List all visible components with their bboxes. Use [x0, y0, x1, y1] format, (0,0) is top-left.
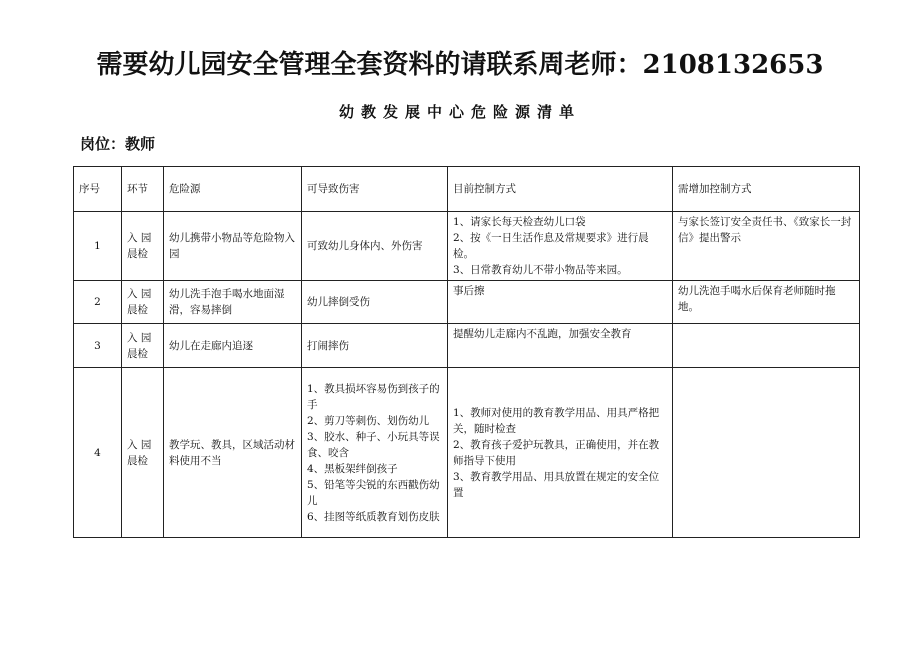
cell-hazard: 幼儿洗手泡手喝水地面湿滑，容易摔倒 — [164, 281, 302, 324]
cell-hazard: 教学玩、教具，区域活动材料使用不当 — [164, 368, 302, 538]
cell-current-control: 提醒幼儿走廊内不乱跑，加强安全教育 — [448, 324, 673, 368]
cell-injury: 打闹摔伤 — [302, 324, 448, 368]
cell-injury: 1、教具损坏容易伤到孩子的手 2、剪刀等刺伤、划伤幼儿 3、胶水、种子、小玩具等误食、咬含 4、黑板架绊倒孩子 5、铅笔等尖锐的东西戳伤幼儿 6、挂图等纸质教育划伤皮肤 — [302, 368, 448, 538]
header-no: 序号 — [74, 167, 122, 212]
table-row — [74, 368, 860, 538]
table-header-row — [74, 167, 860, 212]
cell-additional-control: 与家长签订安全责任书、《致家长一封信》提出警示 — [673, 212, 860, 281]
table-row — [74, 281, 860, 324]
header-injury: 可导致伤害 — [302, 167, 448, 212]
cell-no: 1 — [74, 212, 122, 281]
cell-injury: 幼儿摔倒受伤 — [302, 281, 448, 324]
cell-current-control: 事后擦 — [448, 281, 673, 324]
cell-additional-control: 幼儿洗泡手喝水后保育老师随时拖地。 — [673, 281, 860, 324]
cell-additional-control — [673, 324, 860, 368]
cell-stage: 入 园 晨检 — [122, 368, 164, 538]
table-row — [74, 212, 860, 281]
cell-hazard: 幼儿携带小物品等危险物入园 — [164, 212, 302, 281]
document-title: 幼教发展中心危险源清单 — [338, 103, 581, 121]
header-current-control: 目前控制方式 — [448, 167, 673, 212]
cell-no: 4 — [74, 368, 122, 538]
cell-hazard: 幼儿在走廊内追逐 — [164, 324, 302, 368]
header-additional-control: 需增加控制方式 — [673, 167, 860, 212]
cell-stage: 入 园 晨检 — [122, 281, 164, 324]
cell-injury: 可致幼儿身体内、外伤害 — [302, 212, 448, 281]
header-stage: 环节 — [122, 167, 164, 212]
cell-no: 3 — [74, 324, 122, 368]
cell-additional-control — [673, 368, 860, 538]
header-hazard: 危险源 — [164, 167, 302, 212]
cell-stage: 入 园 晨检 — [122, 212, 164, 281]
hazard-table — [73, 166, 860, 538]
cell-current-control: 1、教师对使用的教育教学用品、用具严格把关，随时检查 2、教育孩子爱护玩教具，正确使用，并在教师指导下使用 3、教育教学用品、用具放置在规定的安全位置 — [448, 368, 673, 538]
cell-stage: 入 园 晨检 — [122, 324, 164, 368]
role-label: 岗位：教师 — [80, 135, 156, 153]
cell-current-control: 1、请家长每天检查幼儿口袋 2、按《一日生活作息及常规要求》进行晨检。 3、日常教育幼儿不带小物品等来园。 — [448, 212, 673, 281]
contact-banner: 需要幼儿园安全管理全套资料的请联系周老师：2108132653 — [96, 50, 824, 80]
table-row — [74, 324, 860, 368]
cell-no: 2 — [74, 281, 122, 324]
